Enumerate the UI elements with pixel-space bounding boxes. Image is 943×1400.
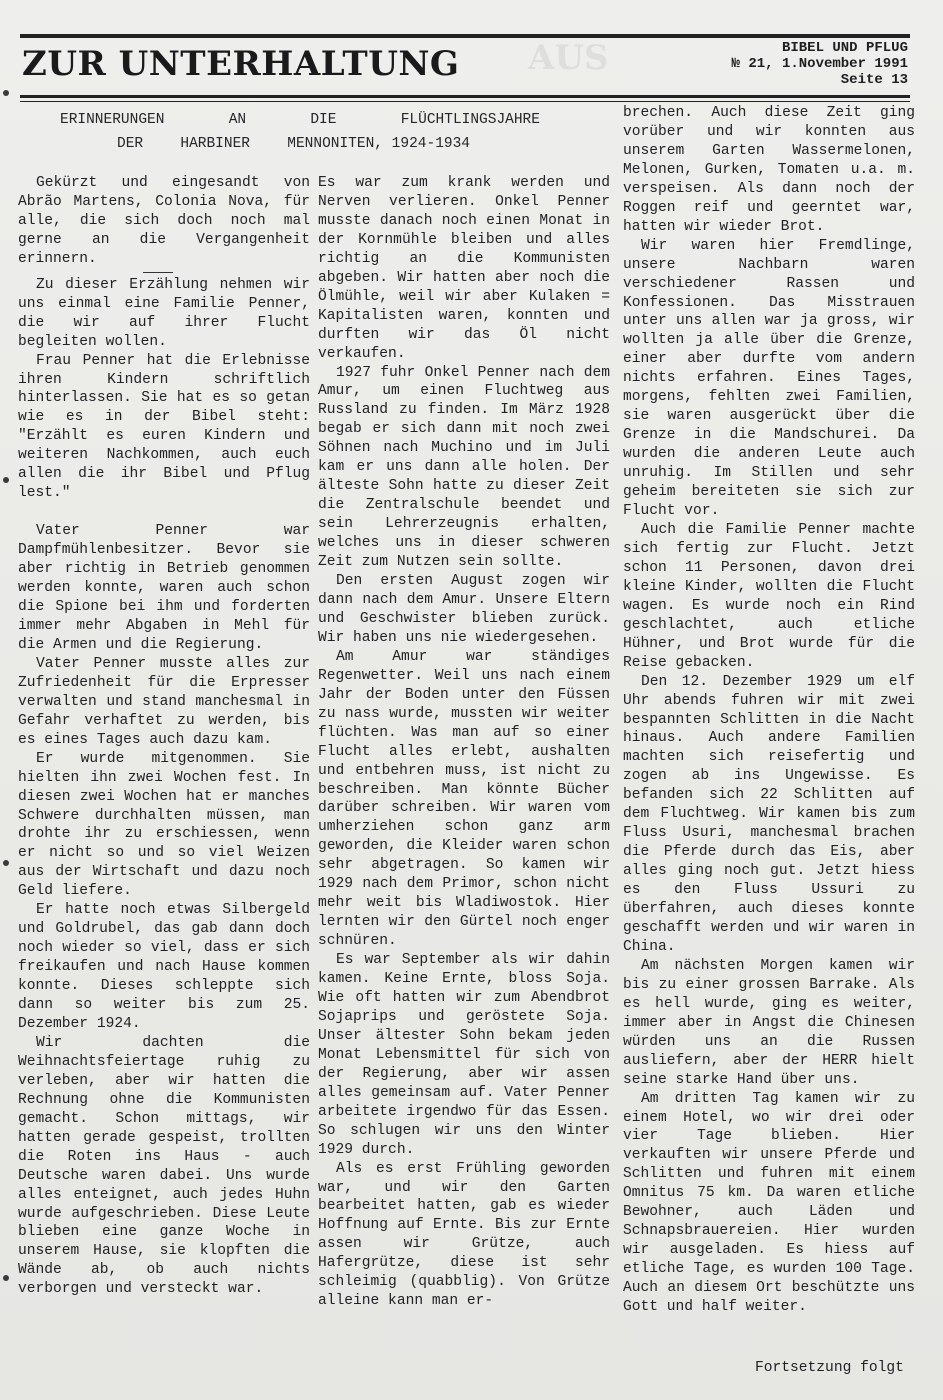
header-rule-bottom bbox=[20, 95, 910, 98]
bleed-through-title: AUS bbox=[528, 38, 609, 78]
paragraph: brechen. Auch diese Zeit ging vorüber und wir konnten aus unserem Garten Wassermelonen, Melonen, Gurken, Tomaten u.a. m. verspeisen. Als dann noch der Roggen reif und geerntet war, hatten wir wieder Brot. bbox=[623, 105, 915, 235]
punch-hole bbox=[3, 860, 9, 866]
paragraph: Es war September als wir dahin kamen. Keine Ernte, bloss Soja. Wie oft hatten wir zum Abendbrot Sojaprips und geröstete Soja. Unser ältester Sohn bekam jeden Monat Lebensmittel für sich von der Regierung, aber wir assen alles gemeinsam auf. Vater Penner arbeitete irgendwo für das Essen. So schlugen wir uns den Winter 1929 durch. bbox=[318, 952, 610, 1158]
title-word: AN bbox=[228, 112, 247, 128]
paragraph: Am dritten Tag kamen wir zu einem Hotel, wo wir drei oder vier Tage blieben. Hier verkauften wir unsere Pferde und Schlitten und fuhren mit einem Omnitus 75 km. Da waren etliche Bewohner, auch Läden und Schnapsbrauereien. Hier wurden wir ausgeladen. Es hiess auf etliche Tage, es wurden 100 Tage. Auch an diesem Ort beschützte uns Gott und half weiter. bbox=[623, 1090, 915, 1316]
paragraph: Er hatte noch etwas Silbergeld und Goldrubel, das gab dann doch noch wieder so viel, dass er sich freikaufen und nach Hause kommen konnte. Dieses schleppte sich dann so weiter bis zum 25. Dezember 1924. bbox=[18, 902, 310, 1032]
paragraph: Vater Penner musste alles zur Zufriedenheit für die Erpresser verwalten und stand manchesmal in Gefahr verhaftet zu werden, bis es eines Tages auch dazu kam. bbox=[18, 655, 310, 748]
paragraph: 1927 fuhr Onkel Penner nach dem Amur, um einen Fluchtweg aus Russland zu finden. Im März 1928 begab er sich dann mit noch zwei Söhnen nach Muchino und im Juli kam er uns dann alle holen. Der älteste Sohn hatte zu dieser Zeit die Zentralschule beendet und sein Lehrerzeugnis erhalten, welches uns in dieser schweren Zeit zum Nutzen sein sollte. bbox=[318, 364, 610, 571]
punch-hole bbox=[3, 477, 9, 483]
title-word: DER bbox=[117, 136, 144, 152]
punch-hole bbox=[3, 90, 9, 96]
paragraph: Vater Penner war Dampfmühlenbesitzer. Bevor sie aber richtig in Betrieb genommen werden konnte, waren auch schon die Spione bei ihm und forderten immer mehr Abgaben in Mehl für die Armen und die Regierung. bbox=[18, 523, 310, 653]
article-column-1 bbox=[18, 174, 310, 1299]
publication-name: BIBEL UND PFLUG bbox=[781, 40, 908, 56]
issue-info: № 21, 1.November 1991 bbox=[731, 56, 908, 72]
title-word: ERINNERUNGEN bbox=[60, 112, 165, 128]
header-rule-thin bbox=[20, 101, 910, 102]
paragraph: Als es erst Frühling geworden war, und wir den Garten bearbeitet hatten, gab es wieder Hoffnung auf Ernte. Bis zur Ernte assen wir Grütze, auch Hafergrütze, diese ist sehr schleimig (quabblig). Von Grütze alleine kann man er- bbox=[318, 1160, 610, 1310]
paragraph: Er wurde mitgenommen. Sie hielten ihn zwei Wochen fest. In diesen zwei Wochen hat er manches Schwere durchhalten müssen, man drohte ihr zu erschiessen, wenn er nicht so und so viel Weizen aus der Wirtschaft und dazu noch Geld liefere. bbox=[18, 750, 310, 900]
paragraph: Am nächsten Morgen kamen wir bis zu einer grossen Barrake. Als es hell wurde, ging es weiter, immer aber in Angst die Chinesen würden uns an die Russen ausliefern, aber der HERR hielt seine starke Hand über uns. bbox=[623, 957, 915, 1088]
separator-dash bbox=[143, 272, 173, 273]
paragraph: Auch die Familie Penner machte sich fertig zur Flucht. Jetzt schon 11 Personen, davon drei kleine Kinder, wollten die Flucht wagen. Es wurde noch ein Rind geschlachtet, auch etliche Hühner, und Brot wurde für die Reise gebacken. bbox=[623, 521, 915, 671]
continuation-note: Fortsetzung folgt bbox=[755, 1360, 904, 1376]
punch-hole bbox=[3, 1275, 9, 1281]
paragraph: Am Amur war ständiges Regenwetter. Weil uns nach einem Jahr der Boden unter den Füssen zu nass wurde, mussten wir weiter flüchten. Was man auf so einer Flucht alles erlebt, aushalten und entbehren muss, ist nicht zu beschreiben. Man könnte Bücher darüber schreiben. Wir waren vom umherziehen schon ganz arm geworden, die Kleider waren schon sehr abgetragen. So kamen wir 1929 nach dem Primor, schon nicht mehr weit bis Wladiwostok. Hier lernten wir den Gürtel noch enger schnüren. bbox=[318, 648, 610, 950]
header-rule-top bbox=[20, 34, 910, 38]
paragraph: Den 12. Dezember 1929 um elf Uhr abends fuhren wir mit zwei bespannten Schlitten in die Nacht hinaus. Auch andere Familien machten sich reisefertig und zogen ab ins Ungewisse. Es befanden sich 22 Schlitten auf dem Fluchtweg. Wir kamen bis zum Fluss Usuri, manchesmal brachen die Pferde durch das Eis, aber alles ging noch gut. Jetzt hiess es den Fluss Ussuri zu überfahren, auch dieses konnte geschafft werden und wir waren in China. bbox=[623, 673, 915, 955]
masthead bbox=[732, 40, 908, 88]
paragraph: Zu dieser Erzählung nehmen wir uns einmal eine Familie Penner, die wir auf ihrer Flucht begleiten wollen. bbox=[18, 276, 310, 350]
article-title bbox=[60, 112, 540, 152]
title-word: FLÜCHTLINGSJAHRE bbox=[400, 112, 540, 128]
title-word: HARBINER bbox=[180, 136, 250, 152]
paragraph: Wir dachten die Weihnachtsfeiertage ruhig zu verleben, aber wir hatten die Rechnung ohne die Kommunisten gemacht. Schon mittags, wir hatten gerade gespeist, trollten die Roten ins Haus - auch Deutsche waren dabei. Uns wurde alles enteignet, auch jedes Huhn wurde aufgeschrieben. Diese Leute blieben eine ganze Woche in unserem Hause, sie klopften die Wände ab, ob auch nichts verborgen und versteckt war. bbox=[18, 1034, 310, 1298]
paragraph: Wir waren hier Fremdlinge, unsere Nachbarn waren verschiedener Rassen und Konfessionen. Das Misstrauen unter uns allen war ja gross, wir wollten ja alle über die Grenze, einer aber durfte vom andern nichts erfahren. Eines Tages, morgens, fehlten zwei Familien, sie waren ausgerückt über die Grenze in die Mandschurei. Da wurden die anderen Leute auch unruhig. Im Stillen und sehr geheim bereiteten sie sich zur Flucht vor. bbox=[623, 237, 915, 520]
paragraph: Den ersten August zogen wir dann nach dem Amur. Unsere Eltern und Geschwister blieben zurück. Wir haben uns nie wiedergesehen. bbox=[318, 573, 610, 646]
title-word: DIE bbox=[310, 112, 337, 128]
section-title: ZUR UNTERHALTUNG bbox=[22, 44, 460, 84]
page-number: Seite 13 bbox=[840, 72, 908, 88]
article-column-2 bbox=[318, 174, 610, 1311]
article-column-3 bbox=[623, 104, 915, 1317]
paragraph: Gekürzt und eingesandt von Abrão Martens, Colonia Nova, für alle, die sich doch noch mal gerne an die Vergangenheit erinnern. bbox=[18, 175, 310, 267]
title-word: MENNONITEN, 1924-1934 bbox=[287, 136, 470, 152]
paragraph: Es war zum krank werden und Nerven verlieren. Onkel Penner musste danach noch einen Monat in der Kornmühle bleiben und alles richtig an die Kommunisten abgeben. Wir hatten aber noch die Ölmühle, weil wir aber Kulaken = Kapitalisten waren, konnten und durften wir das Öl nicht verkaufen. bbox=[318, 175, 610, 362]
paragraph: Frau Penner hat die Erlebnisse ihren Kindern schriftlich hinterlassen. Sie hat es so getan wie es in der Bibel steht: "Erzählt es euren Kindern und weiteren Nachkommen, auch euch allen die ihr Bibel und Pflug lest." bbox=[18, 352, 310, 502]
